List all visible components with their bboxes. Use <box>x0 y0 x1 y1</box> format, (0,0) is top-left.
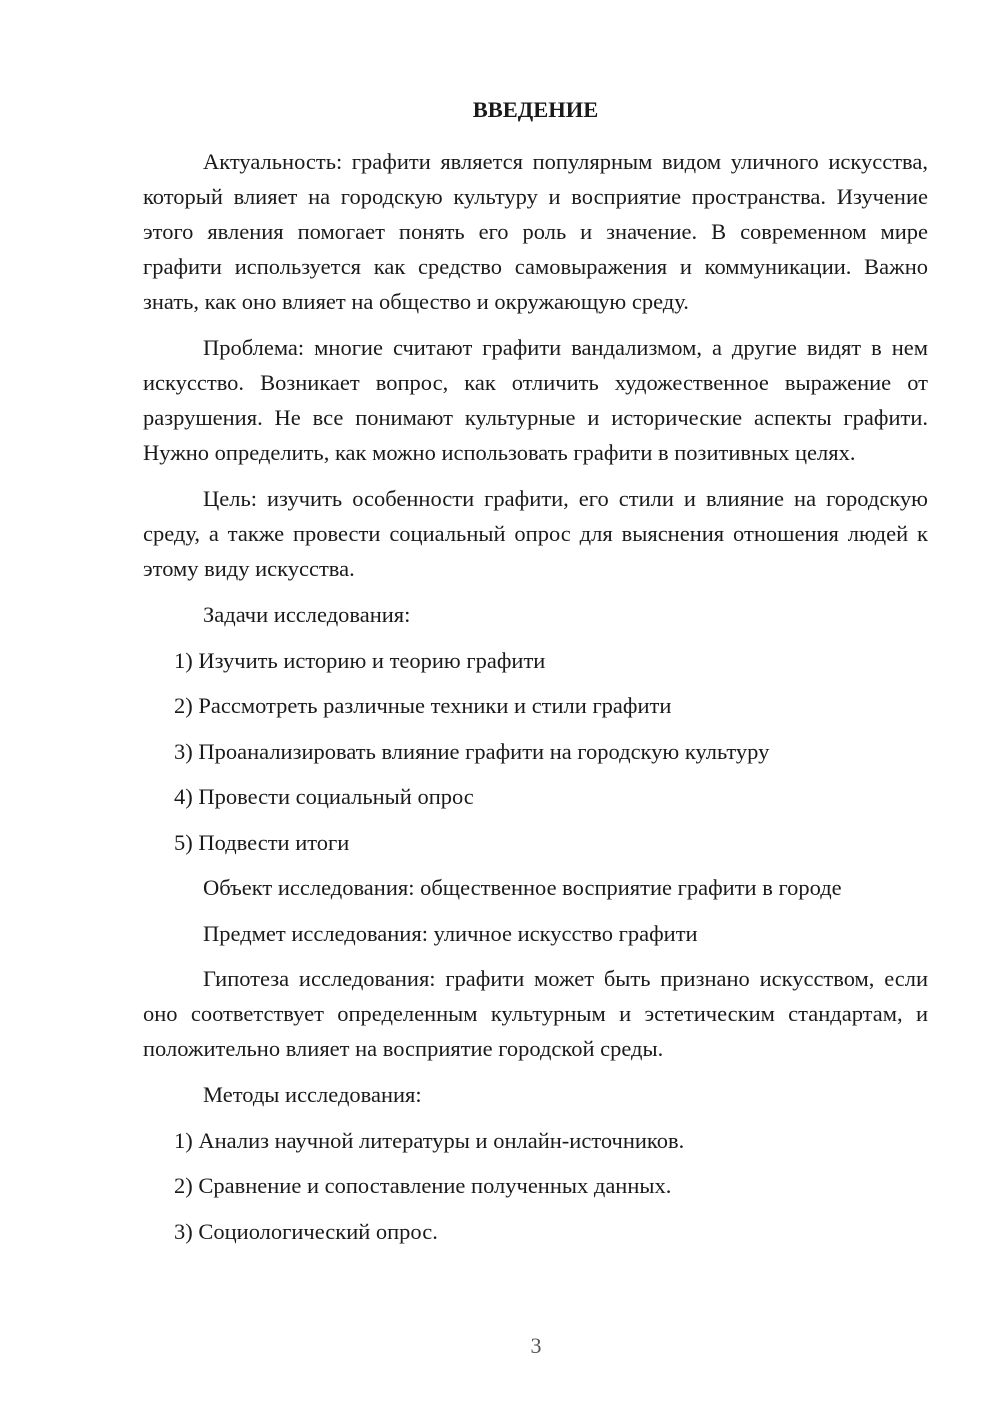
document-body <box>143 92 928 1259</box>
task-item: 4) Провести социальный опрос <box>174 784 474 809</box>
tasks-title: Задачи исследования: <box>203 602 411 627</box>
task-item: 2) Рассмотреть различные техники и стили графити <box>174 693 672 718</box>
task-item: 1) Изучить историю и теорию графити <box>174 647 546 673</box>
hypothesis-paragraph: Гипотеза исследования: графити может быть признано искусством, если оно соответствует определенным культурным и эстетическим стандартам, и положительно влияет на восприятие городской среды. <box>143 966 928 1061</box>
goal-paragraph: Цель: изучить особенности графити, его стили и влияние на городскую среду, а также провести социальный опрос для выяснения отношения людей к этому виду искусства. <box>143 486 928 581</box>
task-item: 5) Подвести итоги <box>174 829 350 855</box>
relevance-paragraph: Актуальность: графити является популярным видом уличного искусства, который влияет на городскую культуру и восприятие пространства. Изучение этого явления помогает понять его роль и значение. В современном мире графити используется как средство самовыражения и коммуникации. Важно знать, как оно влияет на общество и окружающую среду. <box>143 149 928 314</box>
research-subject: Предмет исследования: уличное искусство графити <box>203 920 698 946</box>
methods-title: Методы исследования: <box>203 1082 422 1107</box>
task-item: 3) Проанализировать влияние графити на городскую культуру <box>174 738 770 764</box>
problem-paragraph: Проблема: многие считают графити вандализмом, а другие видят в нем искусство. Возникает вопрос, как отличить художественное выражение от разрушения. Не все понимают культурные и исторические аспекты графити. Нужно определить, как можно использовать графити в позитивных целях. <box>143 335 928 465</box>
method-item: 3) Социологический опрос. <box>174 1218 438 1244</box>
method-item: 1) Анализ научной литературы и онлайн-источников. <box>174 1127 685 1153</box>
section-heading: ВВЕДЕНИЕ <box>472 97 599 122</box>
page-number: 3 <box>530 1333 542 1358</box>
research-object: Объект исследования: общественное восприятие графити в городе <box>203 875 842 900</box>
method-item: 2) Сравнение и сопоставление полученных данных. <box>174 1173 672 1198</box>
